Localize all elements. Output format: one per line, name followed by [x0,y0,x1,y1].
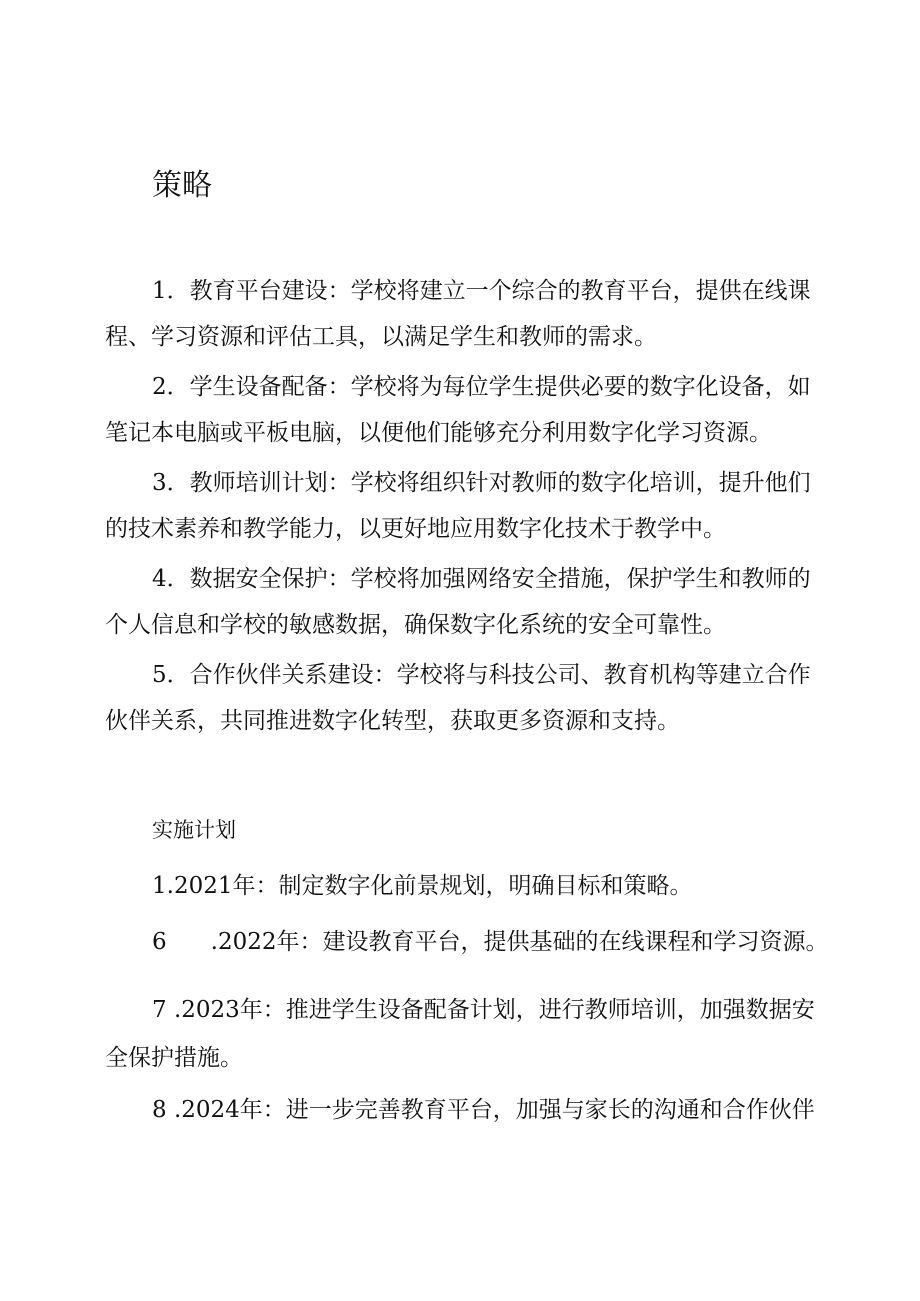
plan-item-3-num: 7 [152,997,167,1023]
strategy-item-5-line2: 伙伴关系，共同推进数字化转型，获取更多资源和支持。 [105,708,680,734]
strategy-item-1-line1: 1．教育平台建设：学校将建立一个综合的教育平台，提供在线课 [152,278,811,304]
strategy-item-5-line1: 5．合作伙伴关系建设：学校将与科技公司、教育机构等建立合作 [152,662,811,688]
plan-item-1-num: 1. [152,873,174,899]
plan-item-2-num: 6 [152,929,167,955]
plan-item-1-text: 2021年：制定数字化前景规划，明确目标和策略。 [173,873,693,899]
strategy-item-1 [105,268,825,360]
strategy-item-5 [105,652,825,744]
plan-item-3 [152,994,815,1026]
strategy-heading: 策略 [152,168,212,203]
plan-item-4-num: 8 [152,1097,167,1123]
plan-item-2-text: .2022年：建设教育平台，提供基础的在线课程和学习资源。 [210,929,829,955]
strategy-item-4-line1: 4．数据安全保护：学校将加强网络安全措施，保护学生和教师的 [152,566,811,592]
strategy-item-3-line1: 3．教师培训计划：学校将组织针对教师的数字化培训，提升他们 [152,470,811,496]
strategy-item-2-line1: 2．学生设备配备：学校将为每位学生提供必要的数字化设备，如 [152,374,811,400]
plan-item-1 [152,870,693,902]
plan-item-3-text: .2023年：推进学生设备配备计划，进行教师培训，加强数据安 [173,997,815,1023]
plan-item-3-continuation: 全保护措施。 [105,1045,243,1071]
strategy-item-2-line2: 笔记本电脑或平板电脑，以便他们能够充分利用数字化学习资源。 [105,420,772,446]
plan-item-4 [152,1094,815,1126]
strategy-item-3 [105,460,825,552]
plan-item-2 [152,926,829,958]
strategy-item-3-line2: 的技术素养和教学能力，以更好地应用数字化技术于教学中。 [105,516,726,542]
strategy-item-1-line2: 程、学习资源和评估工具，以满足学生和教师的需求。 [105,324,657,350]
strategy-item-2 [105,364,825,456]
strategy-item-4 [105,556,825,648]
plan-heading: 实施计划 [152,818,236,842]
plan-item-4-text: .2024年：进一步完善教育平台，加强与家长的沟通和合作伙伴 [173,1097,815,1123]
strategy-item-4-line2: 个人信息和学校的敏感数据，确保数字化系统的安全可靠性。 [105,612,726,638]
